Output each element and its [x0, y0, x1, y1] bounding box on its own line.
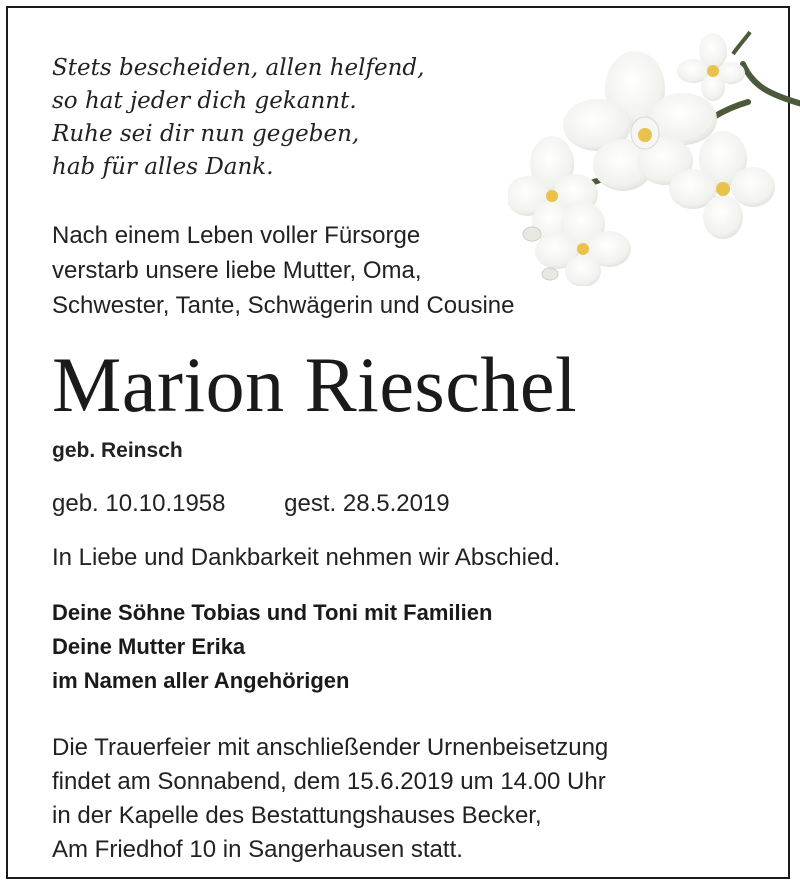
- service-line: Die Trauerfeier mit anschließender Urnenbeisetzung: [52, 734, 609, 761]
- maiden-name: geb. Reinsch: [52, 439, 183, 462]
- poem-line: hab für alles Dank.: [52, 154, 274, 180]
- service-line: Am Friedhof 10 in Sangerhausen statt.: [52, 836, 463, 863]
- farewell-text: In Liebe und Dankbarkeit nehmen wir Abschied.: [52, 544, 561, 571]
- death-date: gest. 28.5.2019: [284, 490, 450, 517]
- obituary-frame: [6, 6, 790, 879]
- poem-line: so hat jeder dich gekannt.: [52, 88, 357, 114]
- signers: [52, 596, 492, 698]
- intro-line: verstarb unsere liebe Mutter, Oma,: [52, 257, 422, 284]
- signer-line: im Namen aller Angehörigen: [52, 668, 350, 693]
- service-line: findet am Sonnabend, dem 15.6.2019 um 14.00 Uhr: [52, 768, 606, 795]
- intro-text: [52, 218, 515, 323]
- signer-line: Deine Söhne Tobias und Toni mit Familien: [52, 600, 493, 625]
- poem-line: Ruhe sei dir nun gegeben,: [52, 121, 360, 147]
- life-dates: [52, 487, 450, 521]
- birth-date: geb. 10.10.1958: [52, 490, 226, 517]
- intro-line: Nach einem Leben voller Fürsorge: [52, 222, 421, 249]
- poem-line: Stets bescheiden, allen helfend,: [52, 55, 425, 81]
- poem: [52, 52, 424, 184]
- deceased-name: Marion Rieschel: [52, 341, 578, 428]
- service-info: [52, 731, 608, 867]
- orchid-flower-icon: [508, 24, 800, 286]
- signer-line: Deine Mutter Erika: [52, 634, 246, 659]
- service-line: in der Kapelle des Bestattungshauses Becker,: [52, 802, 542, 829]
- intro-line: Schwester, Tante, Schwägerin und Cousine: [52, 292, 515, 319]
